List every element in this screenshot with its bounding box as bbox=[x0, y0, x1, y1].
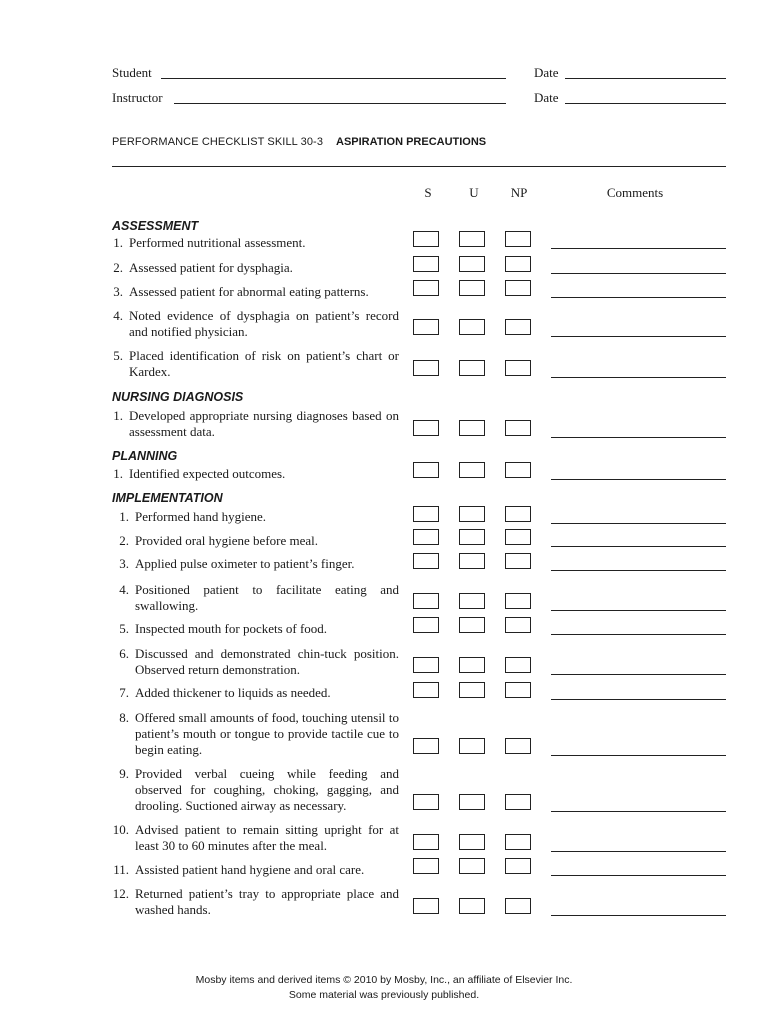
checklist-item bbox=[112, 509, 399, 525]
section-heading-implementation: IMPLEMENTATION bbox=[112, 491, 223, 505]
checklist-item bbox=[112, 646, 399, 678]
checkbox-u[interactable] bbox=[459, 319, 485, 335]
checklist-item bbox=[112, 556, 399, 572]
checkbox-s[interactable] bbox=[413, 256, 439, 272]
item-text: Assessed patient for abnormal eating patterns. bbox=[129, 284, 369, 299]
checkbox-np[interactable] bbox=[505, 319, 531, 335]
item-number: 12. bbox=[112, 886, 129, 901]
checkbox-np[interactable] bbox=[505, 256, 531, 272]
comment-line[interactable] bbox=[551, 699, 726, 700]
date-label-1: Date bbox=[534, 65, 559, 80]
checklist-item bbox=[112, 284, 399, 300]
checkbox-u[interactable] bbox=[459, 280, 485, 296]
checkbox-s[interactable] bbox=[413, 682, 439, 698]
item-number: 1. bbox=[113, 466, 123, 481]
checkbox-u[interactable] bbox=[459, 553, 485, 569]
item-text: Advised patient to remain sitting upright for at least 30 to 60 minutes after the meal. bbox=[135, 822, 399, 853]
item-number: 1. bbox=[119, 509, 129, 524]
checkbox-u[interactable] bbox=[459, 617, 485, 633]
checkbox-s[interactable] bbox=[413, 420, 439, 436]
checkbox-s[interactable] bbox=[413, 553, 439, 569]
checkbox-u[interactable] bbox=[459, 506, 485, 522]
date-label-2: Date bbox=[534, 90, 559, 105]
checkbox-s[interactable] bbox=[413, 360, 439, 376]
checkbox-np[interactable] bbox=[505, 360, 531, 376]
comment-line[interactable] bbox=[551, 634, 726, 635]
checklist-item bbox=[112, 822, 399, 854]
comment-line[interactable] bbox=[551, 523, 726, 524]
checkbox-s[interactable] bbox=[413, 738, 439, 754]
checkbox-u[interactable] bbox=[459, 420, 485, 436]
item-text: Assessed patient for dysphagia. bbox=[129, 260, 293, 275]
comment-line[interactable] bbox=[551, 297, 726, 298]
item-number: 3. bbox=[119, 556, 129, 571]
checkbox-s[interactable] bbox=[413, 794, 439, 810]
checkbox-np[interactable] bbox=[505, 462, 531, 478]
checkbox-np[interactable] bbox=[505, 898, 531, 914]
checklist-item bbox=[112, 348, 399, 380]
section-heading-planning: PLANNING bbox=[112, 449, 178, 463]
item-text: Performed nutritional assessment. bbox=[129, 235, 306, 250]
checkbox-s[interactable] bbox=[413, 593, 439, 609]
checklist-item bbox=[112, 582, 399, 614]
checkbox-u[interactable] bbox=[459, 834, 485, 850]
checkbox-np[interactable] bbox=[505, 553, 531, 569]
checkbox-s[interactable] bbox=[413, 834, 439, 850]
item-number: 1. bbox=[113, 235, 123, 250]
item-text: Returned patient’s tray to appropriate place and washed hands. bbox=[135, 886, 399, 917]
comment-line[interactable] bbox=[551, 377, 726, 378]
comment-line[interactable] bbox=[551, 546, 726, 547]
comment-line[interactable] bbox=[551, 437, 726, 438]
column-comments: Comments bbox=[606, 185, 664, 200]
checkbox-u[interactable] bbox=[459, 462, 485, 478]
comment-line[interactable] bbox=[551, 610, 726, 611]
item-text: Placed identification of risk on patient’s chart or Kardex. bbox=[129, 348, 399, 379]
checkbox-u[interactable] bbox=[459, 593, 485, 609]
item-number: 10. bbox=[112, 822, 129, 837]
item-text: Positioned patient to facilitate eating and swallowing. bbox=[135, 582, 399, 613]
section-heading-assessment: ASSESSMENT bbox=[112, 219, 199, 233]
checklist-item bbox=[112, 260, 399, 276]
comment-line[interactable] bbox=[551, 755, 726, 756]
copyright-footer bbox=[0, 973, 768, 1003]
item-number: 4. bbox=[113, 308, 123, 323]
checkbox-np[interactable] bbox=[505, 834, 531, 850]
comment-line[interactable] bbox=[551, 811, 726, 812]
item-text: Assisted patient hand hygiene and oral care. bbox=[135, 862, 365, 877]
checkbox-u[interactable] bbox=[459, 738, 485, 754]
checklist-title-prefix: PERFORMANCE CHECKLIST SKILL 30-3 bbox=[112, 136, 324, 148]
checklist-item bbox=[112, 466, 399, 482]
checkbox-np[interactable] bbox=[505, 593, 531, 609]
student-name-field[interactable] bbox=[161, 78, 506, 79]
item-number: 7. bbox=[119, 685, 129, 700]
checkbox-s[interactable] bbox=[413, 529, 439, 545]
comment-line[interactable] bbox=[551, 674, 726, 675]
item-text: Identified expected outcomes. bbox=[129, 466, 286, 481]
item-text: Inspected mouth for pockets of food. bbox=[135, 621, 328, 636]
checkbox-s[interactable] bbox=[413, 506, 439, 522]
student-label: Student bbox=[112, 65, 152, 80]
item-number: 6. bbox=[119, 646, 129, 661]
checkbox-u[interactable] bbox=[459, 657, 485, 673]
column-np: NP bbox=[510, 185, 528, 200]
checkbox-s[interactable] bbox=[413, 898, 439, 914]
checklist-title: ASPIRATION PRECAUTIONS bbox=[336, 136, 487, 148]
checkbox-np[interactable] bbox=[505, 738, 531, 754]
checklist-item bbox=[112, 308, 399, 340]
checkbox-np[interactable] bbox=[505, 617, 531, 633]
checkbox-u[interactable] bbox=[459, 529, 485, 545]
instructor-name-field[interactable] bbox=[174, 103, 506, 104]
checklist-item bbox=[112, 710, 399, 758]
item-text: Noted evidence of dysphagia on patient’s record and notified physician. bbox=[129, 308, 399, 339]
item-number: 2. bbox=[113, 260, 123, 275]
checklist-item bbox=[112, 685, 399, 701]
instructor-label: Instructor bbox=[112, 90, 163, 105]
checkbox-np[interactable] bbox=[505, 506, 531, 522]
item-number: 1. bbox=[113, 408, 123, 423]
copyright-line: Mosby items and derived items © 2010 by Mosby, Inc., an affiliate of Elsevier Inc. bbox=[195, 974, 573, 986]
checkbox-np[interactable] bbox=[505, 682, 531, 698]
checkbox-s[interactable] bbox=[413, 319, 439, 335]
checkbox-u[interactable] bbox=[459, 360, 485, 376]
checkbox-u[interactable] bbox=[459, 794, 485, 810]
item-text: Discussed and demonstrated chin-tuck position. Observed return demonstration. bbox=[135, 646, 399, 677]
checkbox-s[interactable] bbox=[413, 462, 439, 478]
item-text: Added thickener to liquids as needed. bbox=[135, 685, 331, 700]
comment-line[interactable] bbox=[551, 570, 726, 571]
comment-line[interactable] bbox=[551, 336, 726, 337]
checkbox-s[interactable] bbox=[413, 657, 439, 673]
checkbox-u[interactable] bbox=[459, 231, 485, 247]
comment-line[interactable] bbox=[551, 915, 726, 916]
publication-note: Some material was previously published. bbox=[288, 989, 480, 1001]
checkbox-np[interactable] bbox=[505, 420, 531, 436]
checkbox-np[interactable] bbox=[505, 794, 531, 810]
item-text: Offered small amounts of food, touching utensil to patient’s mouth or tongue to provide tactile cue to begin eating. bbox=[135, 710, 399, 757]
checkbox-u[interactable] bbox=[459, 256, 485, 272]
instructor-date-field[interactable] bbox=[565, 103, 726, 104]
checkbox-s[interactable] bbox=[413, 617, 439, 633]
comment-line[interactable] bbox=[551, 851, 726, 852]
item-number: 2. bbox=[119, 533, 129, 548]
comment-line[interactable] bbox=[551, 273, 726, 274]
checkbox-u[interactable] bbox=[459, 858, 485, 874]
checklist-item bbox=[112, 886, 399, 918]
checkbox-np[interactable] bbox=[505, 858, 531, 874]
title-divider bbox=[112, 166, 726, 167]
item-number: 11. bbox=[113, 862, 129, 877]
checkbox-np[interactable] bbox=[505, 231, 531, 247]
item-number: 8. bbox=[119, 710, 129, 725]
checkbox-u[interactable] bbox=[459, 898, 485, 914]
checkbox-np[interactable] bbox=[505, 657, 531, 673]
item-number: 4. bbox=[119, 582, 129, 597]
item-text: Provided oral hygiene before meal. bbox=[135, 533, 319, 548]
item-number: 9. bbox=[119, 766, 129, 781]
student-date-field[interactable] bbox=[565, 78, 726, 79]
checkbox-s[interactable] bbox=[413, 231, 439, 247]
column-s: S bbox=[424, 185, 432, 200]
item-text: Applied pulse oximeter to patient’s finger. bbox=[135, 556, 355, 571]
checklist-item bbox=[112, 766, 399, 814]
checkbox-np[interactable] bbox=[505, 280, 531, 296]
item-text: Provided verbal cueing while feeding and observed for coughing, choking, gagging, and drooling. Suctioned airway as necessary. bbox=[135, 766, 399, 813]
item-number: 3. bbox=[113, 284, 123, 299]
item-number: 5. bbox=[113, 348, 123, 363]
checkbox-np[interactable] bbox=[505, 529, 531, 545]
comment-line[interactable] bbox=[551, 479, 726, 480]
item-text: Performed hand hygiene. bbox=[135, 509, 267, 524]
comment-line[interactable] bbox=[551, 875, 726, 876]
section-heading-nursing-diagnosis: NURSING DIAGNOSIS bbox=[112, 390, 244, 404]
checkbox-s[interactable] bbox=[413, 858, 439, 874]
checklist-item bbox=[112, 235, 399, 251]
checklist-item bbox=[112, 862, 399, 878]
item-text: Developed appropriate nursing diagnoses based on assessment data. bbox=[129, 408, 399, 439]
checkbox-u[interactable] bbox=[459, 682, 485, 698]
comment-line[interactable] bbox=[551, 248, 726, 249]
item-number: 5. bbox=[119, 621, 129, 636]
checklist-item bbox=[112, 533, 399, 549]
checklist-item bbox=[112, 621, 399, 637]
checklist-item bbox=[112, 408, 399, 440]
column-u: U bbox=[469, 185, 479, 200]
checkbox-s[interactable] bbox=[413, 280, 439, 296]
